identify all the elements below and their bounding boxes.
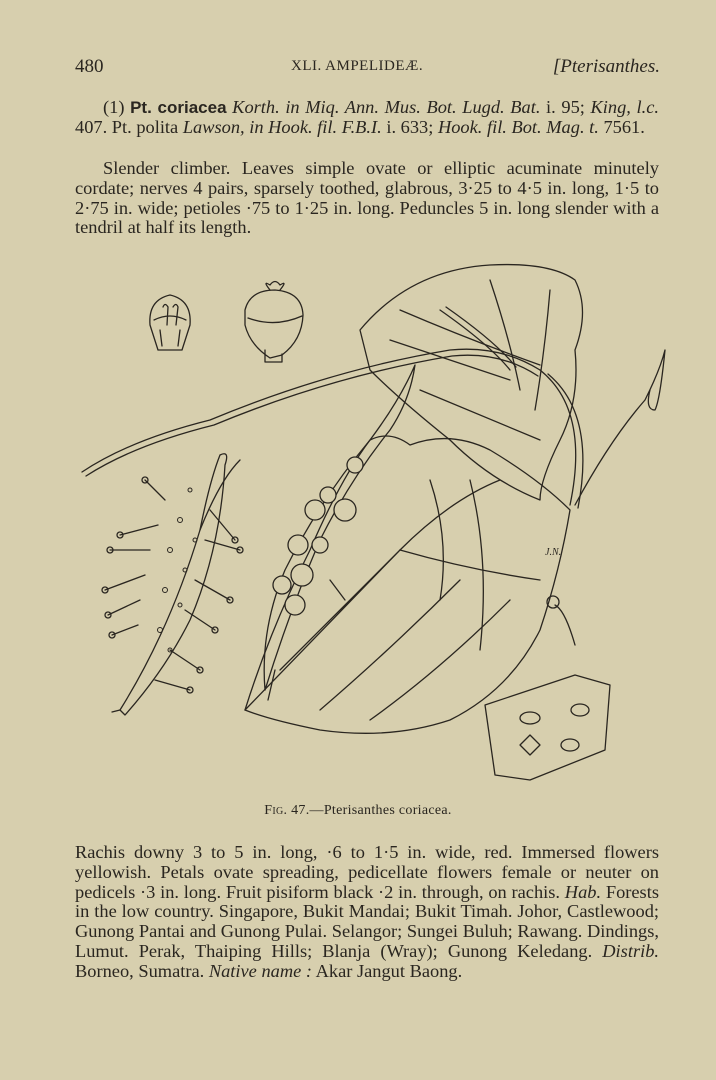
illustration-svg <box>70 250 670 795</box>
pedicel-tips <box>102 477 243 693</box>
citation-authority: Korth. in Miq. Ann. Mus. Bot. Lugd. Bat. <box>232 97 541 117</box>
section-title: XLI. AMPELIDEÆ. <box>291 58 424 74</box>
artist-initials: J.N. <box>545 547 562 558</box>
citation-ref: 407. Pt. polita <box>75 116 179 137</box>
upper-leaf-drawing <box>360 265 583 500</box>
body-text-part: Forests in the low country. Singapore, Bukit Mandai; Bukit Timah. Johor, Castlewood; Gunong Pantai and Gunong Pulai. Selangor; Sungei Buluh; Rawang. Dindings, Lumut. Perak, Thaiping Hills; Blanja (Wray); Gunong Keledang. <box>75 881 659 961</box>
species-citation <box>75 98 659 138</box>
species-description: Slender climber. Leaves simple ovate or elliptic acuminate minutely cordate; nerves 4 pairs, sparsely toothed, glabrous, 3·25 to 4·5 in. long, 1·5 to 2·75 in. wide; petioles ·75 to 1·25 in. long. Peduncles 5 in. long slender with a tendril at half its length. <box>75 158 659 238</box>
body-text-part: Rachis downy 3 to 5 in. long, ·6 to 1·5 in. wide, red. Immersed flowers yellowish. Petals ovate spreading, pedicellate flowers female or neuter on pedicels ·3 in. long. Fruit pisiform black ·2 in. through, on rachis. <box>75 842 659 902</box>
citation-ref: i. 95; <box>546 97 585 117</box>
running-title: [Pterisanthes. <box>552 56 660 77</box>
lower-leaf-drawing <box>245 436 570 733</box>
citation-ref: i. 633; <box>386 116 434 137</box>
body-text-part: Borneo, Sumatra. <box>75 960 205 981</box>
distribution-label: Distrib. <box>602 940 659 961</box>
body-text-part: Akar Jangut Baong. <box>315 960 463 981</box>
fruits <box>273 457 363 615</box>
citation-authority: Lawson, in Hook. fil. F.B.I. <box>182 116 382 137</box>
habitat-label: Hab. <box>564 881 602 902</box>
citation-authority: King, l.c. <box>590 97 659 117</box>
figure-title: —Pterisanthes coriacea. <box>309 803 452 818</box>
fruit-detail-drawing <box>245 282 303 363</box>
page-number: 480 <box>75 56 104 77</box>
citation-authority: Hook. fil. Bot. Mag. t. <box>437 116 599 137</box>
species-name: Pt. coriacea <box>130 98 227 117</box>
native-name-label: Native name : <box>208 960 313 981</box>
body-text <box>75 843 659 982</box>
citation-ref: 7561. <box>603 116 645 137</box>
rachis-section-detail <box>485 596 610 780</box>
botanical-illustration <box>70 250 670 795</box>
stem-drawing <box>82 307 665 508</box>
page-header <box>75 56 660 82</box>
figure-number: Fig. 47. <box>264 803 310 818</box>
flower-detail-drawing <box>150 295 190 350</box>
figure-caption <box>0 803 716 819</box>
fruiting-rachis-drawing <box>264 365 415 700</box>
left-rachis-drawing <box>102 454 243 715</box>
entry-number: (1) <box>103 97 125 117</box>
